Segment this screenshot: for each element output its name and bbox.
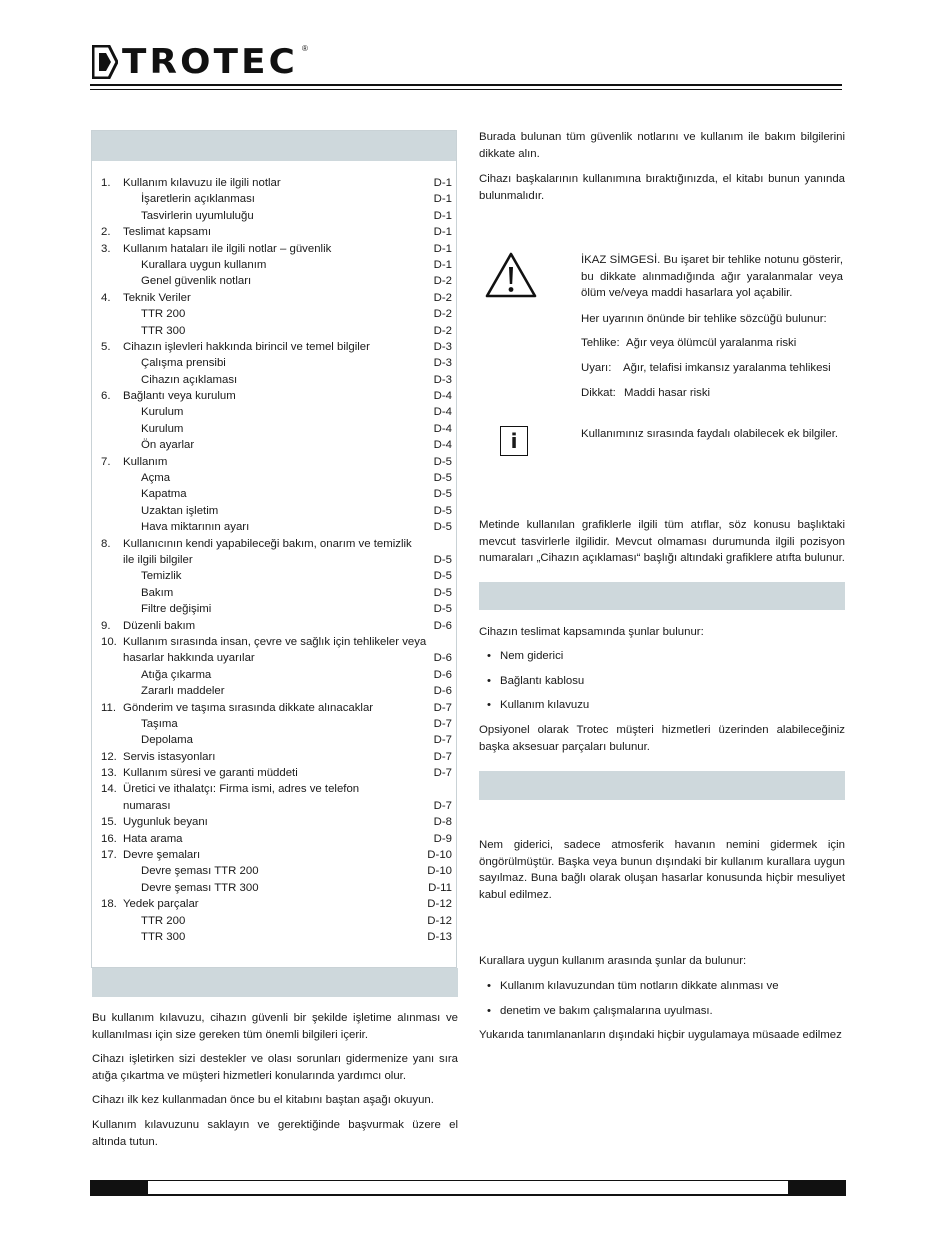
list-item: • Kullanım kılavuzu	[479, 697, 845, 714]
toc-entry	[92, 798, 456, 814]
toc-entry-page: D-5	[433, 455, 452, 468]
toc-entry-title: Hava miktarının ayarı	[141, 521, 250, 534]
toc-list	[92, 175, 456, 945]
toc-entry-title: Teslimat kapsamı	[123, 226, 211, 239]
toc-entry-page: D-6	[433, 619, 452, 632]
toc-entry-number: 13.	[101, 767, 117, 780]
toc-entry	[92, 880, 456, 896]
toc-entry-number: 17.	[101, 849, 117, 862]
toc-entry-page: D-7	[433, 717, 452, 730]
toc-entry-page: D-1	[433, 193, 452, 206]
hazard-term: Uyarı:	[581, 362, 612, 374]
hand-over-paragraph: Cihazı başkalarının kullanımına bıraktığınızda, el kitabı bunun yanında bulunmalıdır.	[479, 173, 845, 202]
toc-entry-page: D-3	[433, 340, 452, 353]
toc-entry-title: TTR 200	[141, 914, 186, 927]
intended-use-intro: Kurallara uygun kullanım arasında şunlar da bulunur:	[479, 955, 747, 967]
hazard-desc: Maddi hasar riski	[624, 387, 711, 399]
toc-entry	[92, 618, 456, 634]
toc-entry	[92, 208, 456, 224]
toc-entry	[92, 486, 456, 502]
toc-entry-number: 18.	[101, 898, 117, 911]
toc-entry-page: D-5	[433, 586, 452, 599]
hazard-row-caution	[581, 385, 843, 402]
toc-entry-page: D-10	[427, 849, 452, 862]
toc-entry	[92, 323, 456, 339]
toc-entry-title: Kapatma	[141, 488, 187, 501]
toc-entry	[92, 241, 456, 257]
toc-entry-page: D-2	[433, 291, 452, 304]
footer-bar-inner	[148, 1181, 788, 1194]
toc-entry	[92, 913, 456, 929]
toc-entry-number: 4.	[101, 291, 111, 304]
toc-entry-title: Genel güvenlik notları	[141, 275, 252, 288]
toc-entry-page: D-1	[433, 177, 452, 189]
toc-entry	[92, 437, 456, 453]
toc-entry	[92, 257, 456, 273]
toc-entry-number: 2.	[101, 226, 111, 239]
toc-entry-title: Uzaktan işletim	[141, 504, 219, 517]
toc-entry	[92, 404, 456, 420]
info-icon: i	[500, 426, 528, 456]
toc-entry-page: D-5	[433, 603, 452, 616]
registered-mark: ®	[302, 44, 308, 53]
toc-entry-title: Kurulum	[141, 422, 184, 435]
toc-entry	[92, 273, 456, 289]
toc-entry	[92, 585, 456, 601]
toc-entry-page: D-6	[433, 685, 452, 698]
toc-entry-title: Kullanım hataları ile ilgili notlar – güvenlik	[123, 242, 332, 255]
toc-entry	[92, 732, 456, 748]
optional-accessories-paragraph: Opsiyonel olarak Trotec müşteri hizmetleri üzerinden alabileceğiniz başka aksesuar parçaları bulunur.	[479, 724, 845, 753]
toc-entry	[92, 519, 456, 535]
section-header-band	[479, 582, 845, 610]
toc-entry-page: D-3	[433, 373, 452, 386]
toc-entry-page: D-5	[433, 504, 452, 517]
toc-entry-title: TTR 200	[141, 308, 186, 321]
read-paragraph: Cihazı ilk kez kullanmadan önce bu el kitabını baştan aşağı okuyun.	[92, 1094, 434, 1106]
support-paragraph: Cihazı işletirken sizi destekler ve olası sorunları gidermenize yanı sıra atığa çıkartma ve müşteri hizmetleri konularında yardımcı olur.	[92, 1053, 458, 1082]
toc-entry	[92, 470, 456, 486]
toc-entry-page: D-3	[433, 357, 452, 370]
warning-symbol-text: İKAZ SİMGESİ. Bu işaret bir tehlike notunu gösterir, bu dikkate alınmadığında ağır yaralanmalar veya ölüm ve/veya maddi hasarlara yol açabilir.	[581, 254, 843, 299]
toc-entry-title: Devre şeması TTR 200	[141, 865, 259, 878]
toc-entry-title: Açma	[141, 472, 171, 485]
toc-entry-page: D-7	[433, 701, 452, 714]
hazard-term: Dikkat:	[581, 387, 616, 399]
toc-entry-title: Filtre değişimi	[141, 603, 212, 616]
toc-header-band	[92, 131, 456, 161]
keep-paragraph: Kullanım kılavuzunu saklayın ve gerektiğinde başvurmak üzere el altında tutun.	[92, 1119, 458, 1148]
toc-entry-title: Kullanıcının kendi yapabileceği bakım, onarım ve temizlik	[123, 537, 412, 550]
delivery-intro: Cihazın teslimat kapsamında şunlar bulunur:	[479, 626, 704, 638]
toc-entry-title: Düzenli bakım	[123, 619, 196, 632]
toc-entry-number: 9.	[101, 619, 111, 632]
toc-entry-page: D-2	[433, 324, 452, 337]
toc-entry	[92, 503, 456, 519]
toc-entry-page: D-6	[433, 668, 452, 681]
list-item: • denetim ve bakım çalışmalarına uyulması.	[479, 1003, 845, 1020]
graphics-reference-paragraph: Metinde kullanılan grafiklerle ilgili tüm atıflar, söz konusu başlıktaki mevcut tasvirlerle ilgilidir. Mevcut olmaması durumunda ilgili pozisyon numaraları „Cihazın açıklaması“ başlığı altındaki grafiklere atıfta bulunur.	[479, 519, 845, 564]
toc-entry-title: Devre şemaları	[123, 849, 201, 862]
hazard-row-danger	[581, 335, 843, 352]
toc-entry-number: 15.	[101, 816, 117, 829]
toc-entry	[92, 896, 456, 912]
toc-entry	[92, 831, 456, 847]
toc-entry-page: D-10	[427, 865, 452, 878]
toc-entry-title: Kurallara uygun kullanım	[141, 258, 267, 271]
toc-entry-number: 7.	[101, 455, 111, 468]
toc-entry-page: D-6	[433, 652, 452, 665]
toc-entry	[92, 765, 456, 781]
toc-entry-title: ile ilgili bilgiler	[123, 553, 193, 566]
toc-entry-title: Bakım	[141, 586, 174, 599]
hazard-row-warning	[581, 360, 843, 377]
safety-notes-paragraph: Burada bulunan tüm güvenlik notlarını ve kullanım ile bakım bilgilerini dikkate alın.	[479, 131, 845, 160]
toc-entry-number: 5.	[101, 340, 111, 353]
toc-entry-page: D-5	[433, 488, 452, 501]
toc-entry-title: Ön ayarlar	[141, 439, 195, 452]
toc-entry-title: Teknik Veriler	[123, 291, 191, 304]
toc-entry	[92, 191, 456, 207]
toc-entry-page: D-4	[433, 439, 452, 452]
toc-entry	[92, 929, 456, 945]
toc-entry	[92, 372, 456, 388]
toc-entry-title: Bağlantı veya kurulum	[123, 390, 236, 403]
toc-entry-page: D-12	[427, 898, 452, 911]
toc-entry-page: D-8	[433, 816, 452, 829]
toc-entry-title: Uygunluk beyanı	[123, 816, 208, 829]
toc-entry-page: D-5	[433, 570, 452, 583]
toc-entry	[92, 454, 456, 470]
toc-entry-title: Gönderim ve taşıma sırasında dikkate alınacaklar	[123, 701, 374, 714]
toc-entry-page: D-7	[433, 767, 452, 780]
toc-entry	[92, 290, 456, 306]
header-rule-thin	[90, 89, 842, 90]
toc-entry-page: D-9	[433, 832, 452, 845]
section-header-band	[92, 968, 458, 997]
toc-entry-title: Cihazın işlevleri hakkında birincil ve temel bilgiler	[123, 340, 370, 353]
toc-entry	[92, 716, 456, 732]
intended-use-paragraph: Nem giderici, sadece atmosferik havanın nemini gidermek için öngörülmüştür. Başka veya bunun dışındaki bir kullanım kurallara uygun sayılmaz. Buna bağlı olarak oluşan hasarlar konusunda hiçbir mesuliyet kabul edilmez.	[479, 839, 845, 901]
toc-entry	[92, 650, 456, 666]
toc-entry-page: D-2	[433, 308, 452, 321]
hazard-desc: Ağır, telafisi imkansız yaralanma tehlikesi	[623, 362, 831, 374]
toc-entry-title: İşaretlerin açıklanması	[141, 193, 255, 206]
prohibited-use-paragraph: Yukarıda tanımlananların dışındaki hiçbir uygulamaya müsaade edilmez	[479, 1029, 842, 1041]
toc-entry	[92, 339, 456, 355]
toc-entry-page: D-7	[433, 799, 452, 812]
toc-entry	[92, 306, 456, 322]
toc-entry-page: D-11	[428, 881, 452, 894]
toc-entry-number: 11.	[101, 701, 116, 714]
section-header-band	[479, 771, 845, 800]
toc-entry-page: D-12	[427, 914, 452, 927]
list-item: • Bağlantı kablosu	[479, 673, 845, 690]
toc-entry-number: 3.	[101, 242, 111, 255]
delivery-list	[479, 648, 845, 722]
toc-entry-page: D-1	[433, 226, 452, 239]
toc-entry	[92, 781, 456, 797]
toc-entry	[92, 421, 456, 437]
logo-text: TROTEC	[122, 42, 299, 82]
toc-entry	[92, 175, 456, 191]
toc-entry-title: Kullanım kılavuzu ile ilgili notlar	[123, 177, 281, 189]
header-rule	[90, 84, 842, 86]
toc-entry-number: 14.	[101, 783, 117, 796]
toc-entry-title: hasarlar hakkında uyarılar	[123, 652, 255, 665]
toc-entry-title: Zararlı maddeler	[141, 685, 225, 698]
toc-entry-number: 10.	[101, 635, 117, 648]
toc-entry-page: D-13	[427, 930, 452, 943]
hazard-term: Tehlike:	[581, 337, 620, 349]
toc-entry-page: D-7	[433, 734, 452, 747]
toc-entry-title: Üretici ve ithalatçı: Firma ismi, adres ve telefon	[123, 783, 360, 796]
toc-entry-page: D-2	[433, 275, 452, 288]
toc-entry-title: Taşıma	[141, 717, 178, 730]
toc-entry-page: D-1	[433, 258, 452, 271]
toc-entry-title: Çalışma prensibi	[141, 357, 226, 370]
toc-entry	[92, 667, 456, 683]
toc-entry-number: 8.	[101, 537, 111, 550]
toc-entry-title: Depolama	[141, 734, 193, 747]
intro-paragraph: Bu kullanım kılavuzu, cihazın güvenli bir şekilde işletime alınması ve kullanılması için size gereken tüm önemli bilgileri içerir.	[92, 1012, 458, 1041]
toc-entry-title: Cihazın açıklaması	[141, 373, 238, 386]
table-of-contents	[91, 130, 457, 968]
toc-entry-title: Kullanım	[123, 455, 168, 468]
list-item: • Kullanım kılavuzundan tüm notların dikkate alınması ve	[479, 978, 845, 995]
toc-entry-title: Servis istasyonları	[123, 750, 216, 763]
toc-entry-page: D-4	[433, 390, 452, 403]
toc-entry-title: Tasvirlerin uyumluluğu	[141, 209, 254, 222]
toc-entry-number: 12.	[101, 750, 117, 763]
toc-entry	[92, 601, 456, 617]
toc-entry-page: D-5	[433, 472, 452, 485]
toc-entry	[92, 634, 456, 650]
toc-entry	[92, 847, 456, 863]
toc-entry-title: Kullanım sırasında insan, çevre ve sağlık için tehlikeler veya	[123, 635, 427, 648]
toc-entry-title: TTR 300	[141, 930, 186, 943]
toc-entry-page: D-4	[433, 422, 452, 435]
toc-entry-title: Devre şeması TTR 300	[141, 881, 259, 894]
signal-word-intro: Her uyarının önünde bir tehlike sözcüğü bulunur:	[581, 313, 827, 325]
toc-entry	[92, 683, 456, 699]
toc-entry-title: Temizlik	[141, 570, 182, 583]
toc-entry-number: 1.	[101, 177, 111, 189]
intended-use-list	[479, 978, 845, 1027]
list-item: • Nem giderici	[479, 648, 845, 665]
toc-entry	[92, 749, 456, 765]
toc-entry	[92, 388, 456, 404]
toc-entry-page: D-5	[433, 521, 452, 534]
toc-entry	[92, 863, 456, 879]
toc-entry	[92, 814, 456, 830]
toc-entry-title: Hata arama	[123, 832, 183, 845]
toc-entry	[92, 552, 456, 568]
trotec-logo	[92, 42, 308, 82]
warning-triangle-icon	[484, 251, 538, 299]
toc-entry-title: Kurulum	[141, 406, 184, 419]
toc-entry-page: D-5	[433, 553, 452, 566]
toc-entry-title: Kullanım süresi ve garanti müddeti	[123, 767, 298, 780]
toc-entry-page: D-1	[433, 209, 452, 222]
toc-entry-number: 16.	[101, 832, 117, 845]
toc-entry	[92, 536, 456, 552]
hazard-desc: Ağır veya ölümcül yaralanma riski	[626, 337, 797, 349]
toc-entry-page: D-4	[433, 406, 452, 419]
toc-entry-title: numarası	[123, 799, 171, 812]
toc-entry	[92, 224, 456, 240]
toc-entry-number: 6.	[101, 390, 111, 403]
toc-entry	[92, 355, 456, 371]
logo-mark-icon	[92, 45, 118, 79]
toc-entry-title: TTR 300	[141, 324, 186, 337]
info-text: Kullanımınız sırasında faydalı olabilecek ek bilgiler.	[581, 428, 839, 440]
toc-entry-page: D-7	[433, 750, 452, 763]
toc-entry-page: D-1	[433, 242, 452, 255]
toc-entry	[92, 700, 456, 716]
toc-entry-title: Atığa çıkarma	[141, 668, 212, 681]
toc-entry	[92, 568, 456, 584]
toc-entry-title: Yedek parçalar	[123, 898, 199, 911]
